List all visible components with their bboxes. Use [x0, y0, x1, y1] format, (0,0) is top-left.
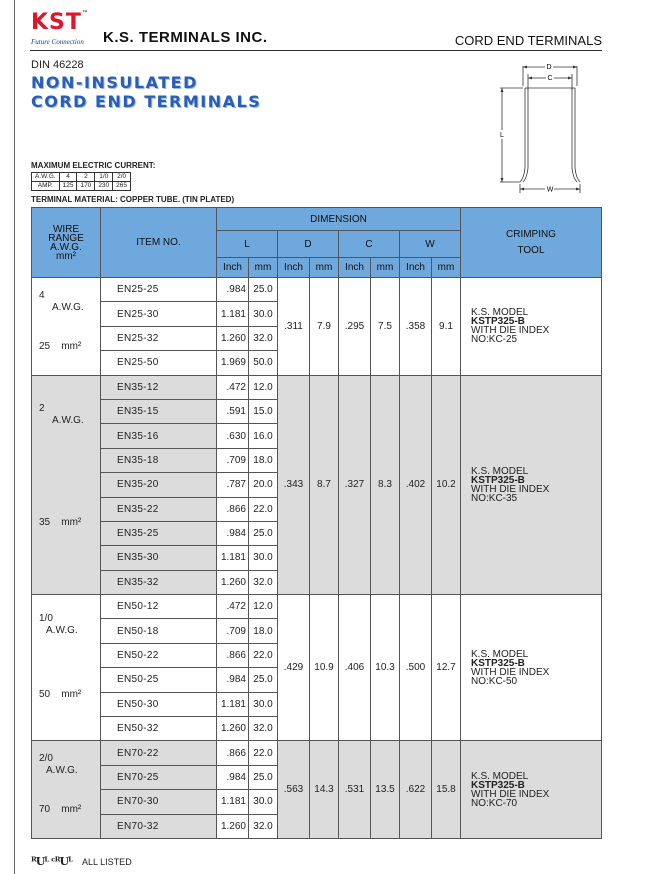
item-no: EN35-18: [101, 448, 217, 472]
dim-w-in: .500: [400, 595, 432, 741]
l-mm: 12.0: [249, 595, 278, 619]
wire-range-cell: [32, 278, 101, 376]
l-mm: 32.0: [249, 326, 278, 350]
dim-w-in: .358: [400, 278, 432, 376]
header-unit-mm: mm: [310, 258, 339, 278]
ul-mark-icon: ᴿUᴸ ᶜᴿUᴸ: [31, 855, 72, 868]
wire-range-cell: [32, 595, 101, 741]
item-no: EN70-30: [101, 790, 217, 814]
l-inch: .630: [217, 424, 249, 448]
l-inch: .591: [217, 399, 249, 423]
item-no: EN35-20: [101, 473, 217, 497]
item-no: EN25-25: [101, 278, 217, 302]
product-title-line2: CORD END TERMINALS: [31, 92, 262, 111]
table-row: [32, 375, 602, 399]
dim-w-mm: 15.8: [432, 741, 461, 839]
l-inch: 1.969: [217, 351, 249, 375]
header-item-no: ITEM NO.: [101, 208, 217, 278]
awg-value: 1/0: [39, 613, 53, 625]
l-mm: 25.0: [249, 668, 278, 692]
l-mm: 16.0: [249, 424, 278, 448]
item-no: EN50-25: [101, 668, 217, 692]
dim-d-in: .429: [278, 595, 310, 741]
header-wire-range: WIRE RANGE A.W.G. mm²: [32, 208, 101, 278]
kst-logo: KST™ Future Connection: [31, 10, 89, 46]
l-inch: 1.260: [217, 326, 249, 350]
terminal-spec-table: [31, 207, 602, 839]
item-no: EN70-32: [101, 814, 217, 838]
awg-value: 4: [39, 289, 45, 301]
header-dimension: DIMENSION: [217, 208, 461, 231]
current-table: [31, 172, 131, 191]
dim-c-mm: 8.3: [371, 375, 400, 595]
header-divider: [30, 50, 602, 51]
dim-c-in: .531: [339, 741, 371, 839]
item-no: EN70-22: [101, 741, 217, 765]
l-mm: 15.0: [249, 399, 278, 423]
section-title: CORD END TERMINALS: [454, 33, 602, 48]
diagram-label-d: D: [546, 64, 552, 71]
terminal-dimension-diagram: [480, 56, 590, 196]
item-no: EN50-12: [101, 595, 217, 619]
item-no: EN35-32: [101, 570, 217, 594]
dim-c-in: .406: [339, 595, 371, 741]
item-no: EN70-25: [101, 765, 217, 789]
l-inch: .866: [217, 497, 249, 521]
dim-d-mm: 10.9: [310, 595, 339, 741]
header-unit-inch: Inch: [339, 258, 371, 278]
dim-d-in: .563: [278, 741, 310, 839]
company-name: K.S. TERMINALS INC.: [103, 29, 268, 46]
listed-text: ALL LISTED: [82, 857, 132, 867]
awg-value: 2: [39, 402, 45, 414]
crimping-tool-cell: K.S. MODEL KSTP325-B WITH DIE INDEX NO:KC-50: [461, 595, 602, 741]
mm2-value: 50: [39, 689, 51, 701]
header-unit-mm: mm: [371, 258, 400, 278]
mm2-value: 25: [39, 340, 51, 352]
l-inch: 1.181: [217, 546, 249, 570]
header-w: W: [400, 231, 461, 258]
l-mm: 18.0: [249, 619, 278, 643]
mm2-value: 70: [39, 804, 51, 816]
item-no: EN35-30: [101, 546, 217, 570]
l-mm: 22.0: [249, 497, 278, 521]
l-inch: .787: [217, 473, 249, 497]
l-inch: .866: [217, 643, 249, 667]
item-no: EN25-50: [101, 351, 217, 375]
header-l: L: [217, 231, 278, 258]
item-no: EN35-15: [101, 399, 217, 423]
item-no: EN50-22: [101, 643, 217, 667]
table-row: [32, 595, 602, 619]
header-unit-inch: Inch: [217, 258, 249, 278]
l-mm: 32.0: [249, 570, 278, 594]
awg-label: A.W.G.: [46, 765, 78, 777]
max-current-label: MAXIMUM ELECTRIC CURRENT:: [31, 161, 156, 170]
dim-d-mm: 7.9: [310, 278, 339, 376]
l-mm: 32.0: [249, 717, 278, 741]
dim-c-mm: 13.5: [371, 741, 400, 839]
dim-c-mm: 7.5: [371, 278, 400, 376]
l-inch: .472: [217, 595, 249, 619]
header-unit-mm: mm: [249, 258, 278, 278]
product-title-line1: NON-INSULATED: [31, 73, 198, 92]
dim-w-mm: 9.1: [432, 278, 461, 376]
l-inch: .472: [217, 375, 249, 399]
dim-c-in: .327: [339, 375, 371, 595]
crimping-tool-cell: K.S. MODEL KSTP325-B WITH DIE INDEX NO:KC-25: [461, 278, 602, 376]
wire-range-cell: [32, 375, 101, 595]
mm2-unit: mm²: [61, 340, 82, 352]
l-mm: 25.0: [249, 765, 278, 789]
item-no: EN50-18: [101, 619, 217, 643]
header-d: D: [278, 231, 339, 258]
table-row: [32, 278, 602, 302]
l-mm: 30.0: [249, 302, 278, 326]
l-inch: 1.181: [217, 790, 249, 814]
dim-w-in: .402: [400, 375, 432, 595]
l-mm: 12.0: [249, 375, 278, 399]
l-inch: .984: [217, 521, 249, 545]
awg-label: A.W.G.: [52, 301, 84, 313]
l-mm: 30.0: [249, 790, 278, 814]
table-row: [32, 741, 602, 765]
l-mm: 32.0: [249, 814, 278, 838]
l-inch: .709: [217, 448, 249, 472]
l-mm: 25.0: [249, 521, 278, 545]
header-unit-inch: Inch: [278, 258, 310, 278]
dim-d-in: .311: [278, 278, 310, 376]
dim-w-mm: 10.2: [432, 375, 461, 595]
l-inch: 1.181: [217, 692, 249, 716]
dim-d-mm: 8.7: [310, 375, 339, 595]
current-amp-row: AMP. 125 170 230 265: [32, 182, 131, 191]
l-inch: .709: [217, 619, 249, 643]
dim-c-mm: 10.3: [371, 595, 400, 741]
header-unit-mm: mm: [432, 258, 461, 278]
item-no: EN35-22: [101, 497, 217, 521]
diagram-label-w: W: [546, 186, 554, 194]
mm2-unit: mm²: [61, 804, 82, 816]
dim-d-in: .343: [278, 375, 310, 595]
l-inch: .984: [217, 278, 249, 302]
terminal-material: TERMINAL MATERIAL: COPPER TUBE. (TIN PLATED): [31, 195, 235, 204]
diagram-label-l: L: [500, 132, 504, 139]
diagram-label-c: C: [547, 75, 553, 82]
dim-w-mm: 12.7: [432, 595, 461, 741]
item-no: EN25-30: [101, 302, 217, 326]
awg-label: A.W.G.: [46, 625, 78, 637]
dim-w-in: .622: [400, 741, 432, 839]
item-no: EN25-32: [101, 326, 217, 350]
awg-value: 2/0: [39, 753, 53, 765]
item-no: EN35-12: [101, 375, 217, 399]
l-mm: 50.0: [249, 351, 278, 375]
crimping-tool-cell: K.S. MODEL KSTP325-B WITH DIE INDEX NO:KC-35: [461, 375, 602, 595]
header-unit-inch: Inch: [400, 258, 432, 278]
l-mm: 30.0: [249, 546, 278, 570]
l-mm: 18.0: [249, 448, 278, 472]
l-inch: 1.260: [217, 570, 249, 594]
header-crimping-tool: CRIMPING TOOL: [461, 208, 602, 278]
dim-c-in: .295: [339, 278, 371, 376]
l-inch: .866: [217, 741, 249, 765]
item-no: EN50-30: [101, 692, 217, 716]
crimping-tool-cell: K.S. MODEL KSTP325-B WITH DIE INDEX NO:KC-70: [461, 741, 602, 839]
l-inch: 1.181: [217, 302, 249, 326]
current-awg-row: A.W.G. 4 2 1/0 2/0: [32, 173, 131, 182]
item-no: EN35-25: [101, 521, 217, 545]
mm2-value: 35: [39, 517, 51, 529]
l-inch: 1.260: [217, 717, 249, 741]
mm2-unit: mm²: [61, 689, 82, 701]
din-standard: DIN 46228: [31, 59, 84, 71]
l-inch: .984: [217, 668, 249, 692]
l-mm: 22.0: [249, 741, 278, 765]
awg-label: A.W.G.: [52, 414, 84, 426]
header-c: C: [339, 231, 400, 258]
wire-range-cell: [32, 741, 101, 839]
page-edge-line: [14, 0, 15, 874]
l-inch: 1.260: [217, 814, 249, 838]
l-mm: 25.0: [249, 278, 278, 302]
l-mm: 22.0: [249, 643, 278, 667]
mm2-unit: mm²: [61, 517, 82, 529]
item-no: EN35-16: [101, 424, 217, 448]
l-inch: .984: [217, 765, 249, 789]
item-no: EN50-32: [101, 717, 217, 741]
ul-listing: [31, 855, 132, 868]
dim-d-mm: 14.3: [310, 741, 339, 839]
l-mm: 20.0: [249, 473, 278, 497]
l-mm: 30.0: [249, 692, 278, 716]
